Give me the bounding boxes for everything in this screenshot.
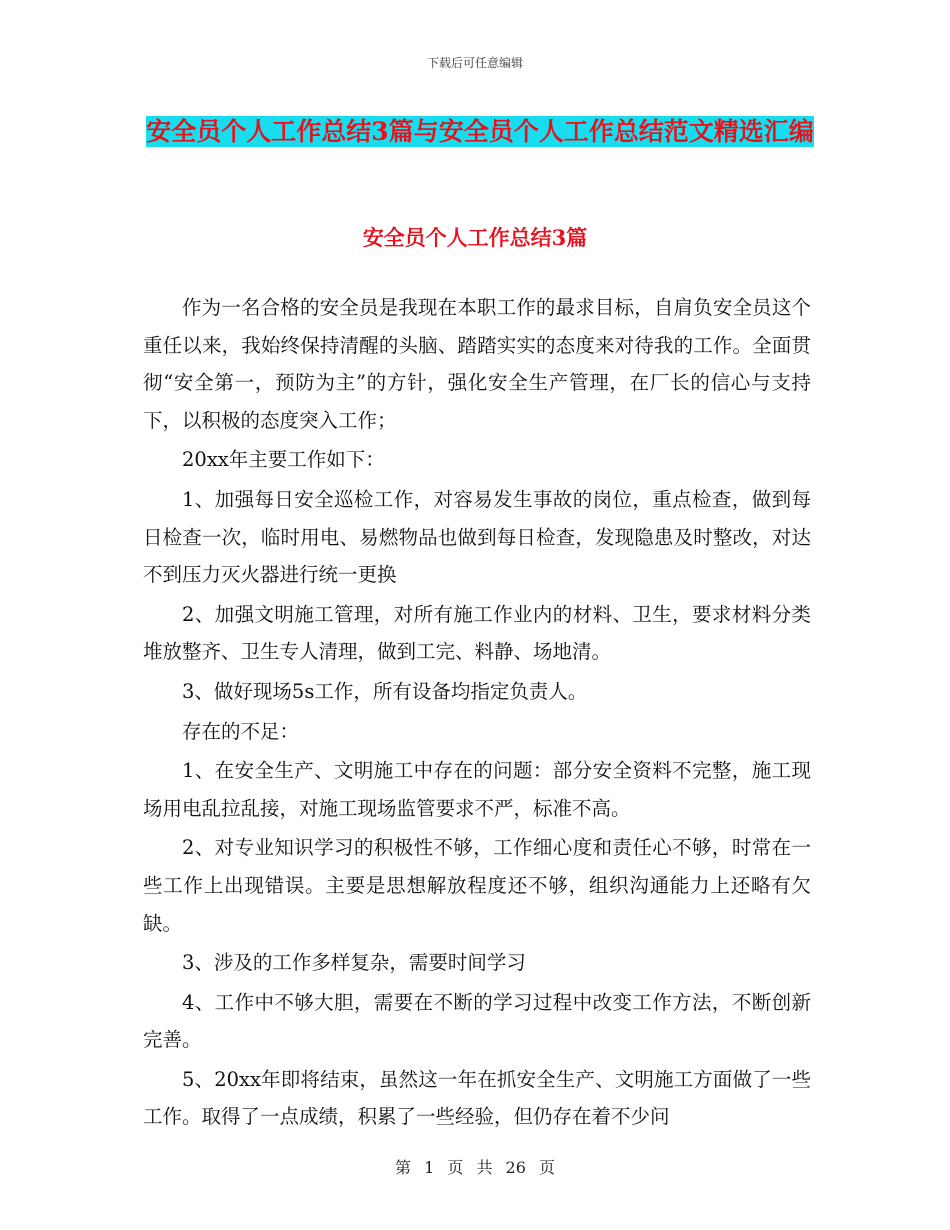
section-title: 安全员个人工作总结3篇 bbox=[362, 225, 588, 250]
document-title bbox=[120, 110, 840, 154]
body-text bbox=[143, 289, 811, 1138]
paragraph: 20xx年主要工作如下： bbox=[182, 448, 385, 472]
paragraph: 3、做好现场5s工作，所有设备均指定负责人。 bbox=[182, 679, 588, 703]
paragraph: 3、涉及的工作多样复杂，需要时间学习 bbox=[182, 951, 526, 975]
header-note: 下载后可任意编辑 bbox=[426, 56, 523, 70]
paragraph: 2、加强文明施工管理，对所有施工作业内的材料、卫生，要求材料分类堆放整齐、卫生专人清理，做到工完、料静、场地清。 bbox=[143, 602, 811, 664]
document-title-text: 安全员个人工作总结3篇与安全员个人工作总结范文精选汇编 bbox=[146, 117, 814, 146]
paragraph: 2、对专业知识学习的积极性不够，工作细心度和责任心不够，时常在一些工作上出现错误。主要是思想解放程度还不够，组织沟通能力上还略有欠缺。 bbox=[143, 836, 811, 935]
page-number: 第 1 页 共 26 页 bbox=[395, 1158, 555, 1177]
paragraph: 作为一名合格的安全员是我现在本职工作的最求目标，自肩负安全员这个重任以来，我始终保持清醒的头脑、踏踏实实的态度来对待我的工作。全面贯彻“安全第一，预防为主”的方针，强化安全生产管理，在厂长的信心与支持下，以积极的态度突入工作； bbox=[143, 296, 811, 432]
paragraph: 1、加强每日安全巡检工作，对容易发生事故的岗位，重点检查，做到每日检查一次，临时用电、易燃物品也做到每日检查，发现隐患及时整改，对达不到压力灭火器进行统一更换 bbox=[143, 487, 811, 587]
paragraph: 1、在安全生产、文明施工中存在的问题：部分安全资料不完整，施工现场用电乱拉乱接，对施工现场监管要求不严，标准不高。 bbox=[143, 759, 811, 820]
paragraph: 5、20xx年即将结束，虽然这一年在抓安全生产、文明施工方面做了一些工作。取得了一点成绩，积累了一些经验，但仍存在着不少问 bbox=[143, 1067, 811, 1129]
paragraph: 4、工作中不够大胆，需要在不断的学习过程中改变工作方法，不断创新完善。 bbox=[143, 990, 811, 1052]
paragraph: 存在的不足： bbox=[182, 719, 300, 743]
